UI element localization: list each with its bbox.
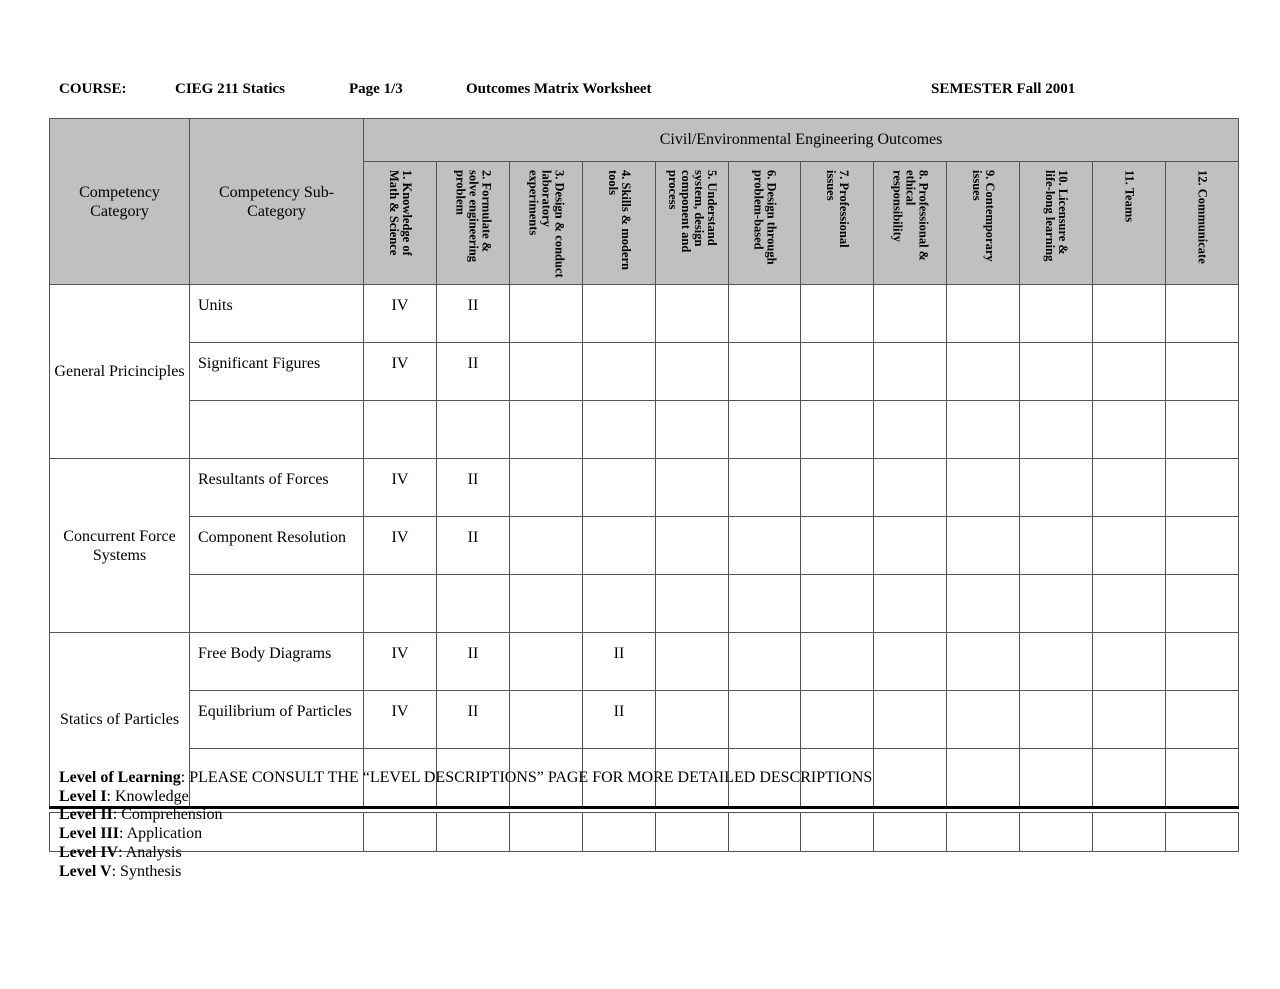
level-cell <box>947 633 1020 691</box>
level-cell: IV <box>364 517 437 575</box>
level-cell <box>947 285 1020 343</box>
level-cell <box>1166 285 1239 343</box>
level-cell <box>656 691 729 749</box>
summary-cell <box>1020 813 1093 852</box>
document-header <box>0 81 1280 101</box>
legend-level-item: Level I: Knowledge <box>59 787 189 805</box>
level-cell <box>874 343 947 401</box>
summary-cell <box>1166 813 1239 852</box>
level-cell <box>1093 401 1166 459</box>
level-cell <box>583 343 656 401</box>
level-cell <box>1020 459 1093 517</box>
level-cell <box>947 459 1020 517</box>
level-cell <box>801 691 874 749</box>
level-cell <box>947 749 1020 808</box>
legend-level-item: Level V: Synthesis <box>59 862 182 880</box>
level-cell <box>583 517 656 575</box>
competency-subcategory-cell: Resultants of Forces <box>190 459 364 517</box>
outcome-header-2: 2. Formulate & solve engineering problem <box>437 162 510 285</box>
course-label: COURSE: <box>59 81 127 97</box>
level-cell <box>1166 691 1239 749</box>
level-cell <box>729 401 801 459</box>
level-cell: II <box>437 285 510 343</box>
level-cell <box>874 517 947 575</box>
level-cell <box>1093 517 1166 575</box>
level-cell <box>801 285 874 343</box>
level-cell <box>947 691 1020 749</box>
competency-category-header: Competency Category <box>50 119 190 285</box>
level-cell: IV <box>364 285 437 343</box>
legend-level-item: Level III: Application <box>59 825 203 843</box>
outcome-header-12: 12. Communicate <box>1166 162 1239 285</box>
level-cell <box>583 459 656 517</box>
level-cell <box>656 285 729 343</box>
level-cell <box>510 343 583 401</box>
competency-subcategory-cell <box>190 575 364 633</box>
level-cell: IV <box>364 691 437 749</box>
level-cell <box>437 401 510 459</box>
level-cell <box>656 401 729 459</box>
level-cell <box>510 459 583 517</box>
competency-category-cell: General Pricinciples <box>50 285 190 459</box>
table-row <box>50 401 1239 459</box>
level-cell <box>729 343 801 401</box>
level-cell <box>510 633 583 691</box>
level-cell <box>1020 633 1093 691</box>
level-cell <box>1020 343 1093 401</box>
level-cell <box>1093 749 1166 808</box>
level-cell <box>1166 749 1239 808</box>
level-cell <box>510 285 583 343</box>
level-cell <box>1093 285 1166 343</box>
level-cell <box>656 517 729 575</box>
level-cell: II <box>583 691 656 749</box>
outcome-header-6: 6. Design through problem-based <box>729 162 801 285</box>
level-cell <box>729 459 801 517</box>
level-cell <box>729 691 801 749</box>
table-row <box>50 285 1239 343</box>
course-name: CIEG 211 Statics <box>175 81 286 97</box>
level-cell: IV <box>364 459 437 517</box>
competency-subcategory-cell <box>190 401 364 459</box>
level-cell <box>1020 575 1093 633</box>
legend <box>59 769 872 881</box>
level-cell <box>1166 343 1239 401</box>
level-cell <box>801 517 874 575</box>
outcome-header-4: 4. Skills & modern tools <box>583 162 656 285</box>
level-cell <box>510 401 583 459</box>
table-row <box>50 691 1239 749</box>
level-cell <box>801 401 874 459</box>
level-cell <box>364 575 437 633</box>
level-cell: II <box>437 517 510 575</box>
outcome-header-10: 10. Licensure & life-long learning <box>1020 162 1093 285</box>
outcomes-matrix-table <box>49 118 1239 852</box>
competency-subcategory-cell: Free Body Diagrams <box>190 633 364 691</box>
level-cell <box>583 285 656 343</box>
outcome-header-1: 1. Knowledge of Math & Science <box>364 162 437 285</box>
level-cell <box>874 633 947 691</box>
level-cell <box>583 575 656 633</box>
page-number: Page 1/3 <box>349 81 403 97</box>
level-cell <box>874 691 947 749</box>
table-row <box>50 633 1239 691</box>
level-cell <box>874 575 947 633</box>
level-cell <box>656 343 729 401</box>
level-cell <box>729 517 801 575</box>
competency-category-cell: Concurrent Force Systems <box>50 459 190 633</box>
level-cell <box>1093 633 1166 691</box>
level-cell <box>1166 517 1239 575</box>
level-cell <box>1093 691 1166 749</box>
outcome-header-9: 9. Contemporary issues <box>947 162 1020 285</box>
level-cell <box>801 633 874 691</box>
level-cell: II <box>437 633 510 691</box>
outcome-header-8: 8. Professional & ethical responsibility <box>874 162 947 285</box>
level-cell <box>1020 749 1093 808</box>
level-cell: II <box>437 691 510 749</box>
level-cell <box>1166 401 1239 459</box>
competency-subcategory-cell: Equilibrium of Particles <box>190 691 364 749</box>
level-cell <box>874 749 947 808</box>
worksheet-title: Outcomes Matrix Worksheet <box>466 81 652 97</box>
level-cell <box>583 401 656 459</box>
competency-subcategory-header: Competency Sub-Category <box>190 119 364 285</box>
level-cell: II <box>437 459 510 517</box>
level-cell <box>947 401 1020 459</box>
level-cell <box>364 401 437 459</box>
level-cell: II <box>437 343 510 401</box>
competency-subcategory-cell: Component Resolution <box>190 517 364 575</box>
legend-intro: Level of Learning: PLEASE CONSULT THE “LEVEL DESCRIPTIONS” PAGE FOR MORE DETAILED DESCRIPTIONS <box>59 769 873 786</box>
level-cell <box>801 343 874 401</box>
level-cell: IV <box>364 343 437 401</box>
level-cell <box>510 517 583 575</box>
level-cell <box>947 343 1020 401</box>
outcomes-header: Civil/Environmental Engineering Outcomes <box>364 119 1239 162</box>
level-cell <box>1166 633 1239 691</box>
table-row <box>50 575 1239 633</box>
competency-subcategory-cell: Units <box>190 285 364 343</box>
table-row <box>50 343 1239 401</box>
competency-category-cell: Statics of Particles <box>50 633 190 808</box>
level-cell <box>1166 459 1239 517</box>
table-row <box>50 517 1239 575</box>
level-cell <box>874 401 947 459</box>
level-cell <box>510 691 583 749</box>
outcome-header-3: 3. Design & conduct laboratory experiments <box>510 162 583 285</box>
summary-cell <box>947 813 1020 852</box>
legend-level-item: Level II: Comprehension <box>59 806 223 824</box>
level-cell <box>729 633 801 691</box>
level-cell <box>1020 401 1093 459</box>
level-cell <box>1093 575 1166 633</box>
level-cell <box>801 459 874 517</box>
table-row <box>50 459 1239 517</box>
level-cell <box>437 575 510 633</box>
level-cell: IV <box>364 633 437 691</box>
summary-cell <box>1093 813 1166 852</box>
level-cell <box>729 285 801 343</box>
level-cell <box>947 575 1020 633</box>
outcome-header-11: 11. Teams <box>1093 162 1166 285</box>
legend-level-item: Level IV: Analysis <box>59 843 182 861</box>
semester: SEMESTER Fall 2001 <box>931 81 1076 97</box>
outcome-header-7: 7. Professional issues <box>801 162 874 285</box>
summary-cell <box>874 813 947 852</box>
level-cell <box>510 575 583 633</box>
level-cell <box>874 285 947 343</box>
level-cell <box>1093 459 1166 517</box>
level-cell <box>656 459 729 517</box>
level-cell <box>801 575 874 633</box>
level-cell <box>729 575 801 633</box>
level-cell <box>1020 517 1093 575</box>
level-cell: II <box>583 633 656 691</box>
level-cell <box>1020 285 1093 343</box>
level-cell <box>874 459 947 517</box>
level-cell <box>947 517 1020 575</box>
outcome-header-5: 5. Understand system, design component and process <box>656 162 729 285</box>
level-cell <box>1020 691 1093 749</box>
competency-subcategory-cell: Significant Figures <box>190 343 364 401</box>
level-cell <box>656 575 729 633</box>
level-cell <box>1093 343 1166 401</box>
level-cell <box>1166 575 1239 633</box>
level-cell <box>656 633 729 691</box>
